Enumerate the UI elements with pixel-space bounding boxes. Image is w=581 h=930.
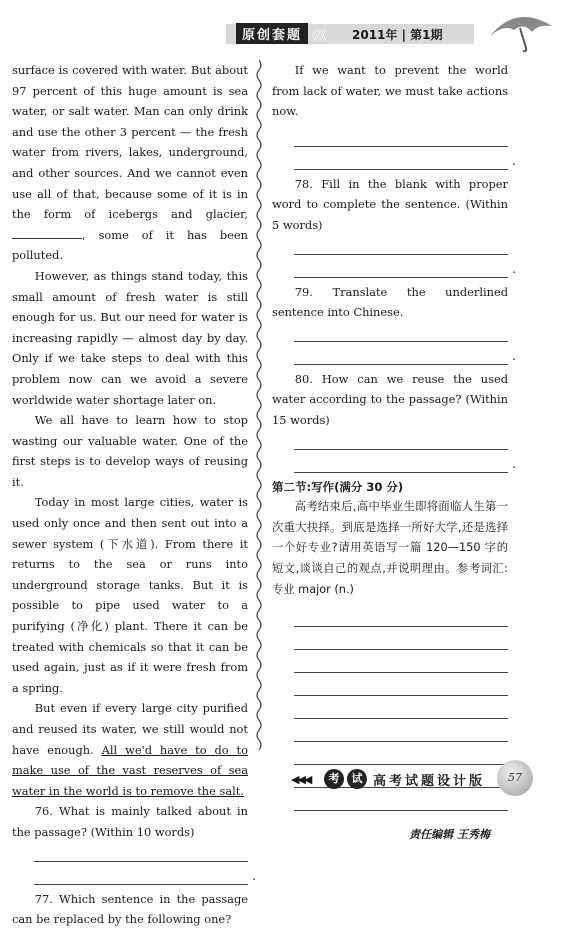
- writing-line: [294, 608, 508, 627]
- header-arrows: 《《《: [305, 29, 326, 44]
- page-footer: [0, 755, 581, 800]
- fill-blank: [12, 226, 82, 239]
- footer-badge-shi: 试: [347, 769, 367, 789]
- passage-paragraph-4: Today in most large cities, water is used only once and then sent out into a sewer system (下水道). From there it returns to the sea or runs into underground storage tanks. But it is possible to pipe used water to a purifying (净化) plant. There it can be treated with chemicals so that it can be used again, just as if it were fresh from a spring.: [12, 495, 248, 695]
- question-77: 77. Which sentence in the passage can be replaced by the following one?: [12, 891, 248, 927]
- writing-line: [294, 723, 508, 742]
- answer-line: [294, 151, 508, 170]
- underlined-sentence: All we'd have to do to make use of the vast reserves of sea water in the world is to remove the salt.: [12, 742, 248, 798]
- answer-line: [294, 323, 508, 342]
- question-76: 76. What is mainly talked about in the passage? (Within 10 words): [12, 804, 248, 839]
- header-title: 原创套题: [236, 23, 308, 44]
- passage-paragraph-2: However, as things stand today, this small amount of fresh water is still enough for us. But our need for water is increasing rapidly — almost day by day. Only if we take steps to deal with this problem now can we avoid a severe worldwide water shortage later on.: [12, 268, 248, 407]
- footer-badge-kao: 考: [324, 769, 344, 789]
- right-column: [272, 60, 508, 846]
- page-header: [0, 0, 581, 52]
- question-80: 80. How can we reuse the used water according to the passage? (Within 15 words): [272, 371, 508, 427]
- writing-line: [294, 700, 508, 719]
- answer-line: [294, 128, 508, 147]
- footer-title: 高考试题设计版: [373, 774, 486, 789]
- writing-line: [294, 654, 508, 673]
- quote-sentence: If we want to prevent the world from lack of water, we must take actions now.: [272, 63, 508, 119]
- question-79: 79. Translate the underlined sentence into Chinese.: [272, 284, 508, 320]
- answer-line: [294, 236, 508, 255]
- writing-line: [294, 677, 508, 696]
- question-78: 78. Fill in the blank with proper word to complete the sentence. (Within 5 words): [272, 176, 508, 232]
- answer-line: [294, 346, 508, 365]
- answer-line: [294, 431, 508, 450]
- answer-line: [34, 843, 248, 862]
- passage-paragraph-1: [12, 60, 248, 266]
- paragraph-1-text: surface is covered with water. But about 97 percent of this huge amount is sea water, or salt water. Man can only drink and use the other 3 percent — the fresh water from rivers, lakes, underground, and other sources. And we cannot even use all of that, because some of it is in the form of icebergs and glacier,: [12, 63, 248, 222]
- page-number: 57: [497, 760, 533, 796]
- column-divider: [255, 60, 263, 750]
- answer-line: [34, 866, 248, 885]
- umbrella-icon: [486, 8, 556, 52]
- paragraph-5-text: But even if every large city purified and reused its water, we still would not have enough.: [12, 701, 248, 757]
- writing-line: [294, 631, 508, 650]
- passage-paragraph-3: We all have to learn how to stop wasting our valuable water. One of the first steps is to develop ways of reusing it.: [12, 413, 248, 489]
- header-issue: 2011年 | 第1期: [352, 28, 443, 42]
- answer-line: [294, 454, 508, 473]
- editor-credit: 责任编辑 王秀梅: [409, 828, 490, 842]
- footer-arrows: ◀◀◀: [291, 773, 311, 786]
- writing-prompt: 高考结束后,高中毕业生即将面临人生第一次重大抉择。到底是选择一所好大学,还是选择一个好专业?请用英语写一篇 120—150 字的短文,谈谈自己的观点,并说明理由。参考词汇:专业 major (n.): [272, 500, 508, 596]
- paragraph-1-end: , some of it has been polluted.: [12, 227, 248, 263]
- answer-line: [294, 259, 508, 278]
- section-title: 第二节:写作(满分 30 分): [272, 479, 404, 494]
